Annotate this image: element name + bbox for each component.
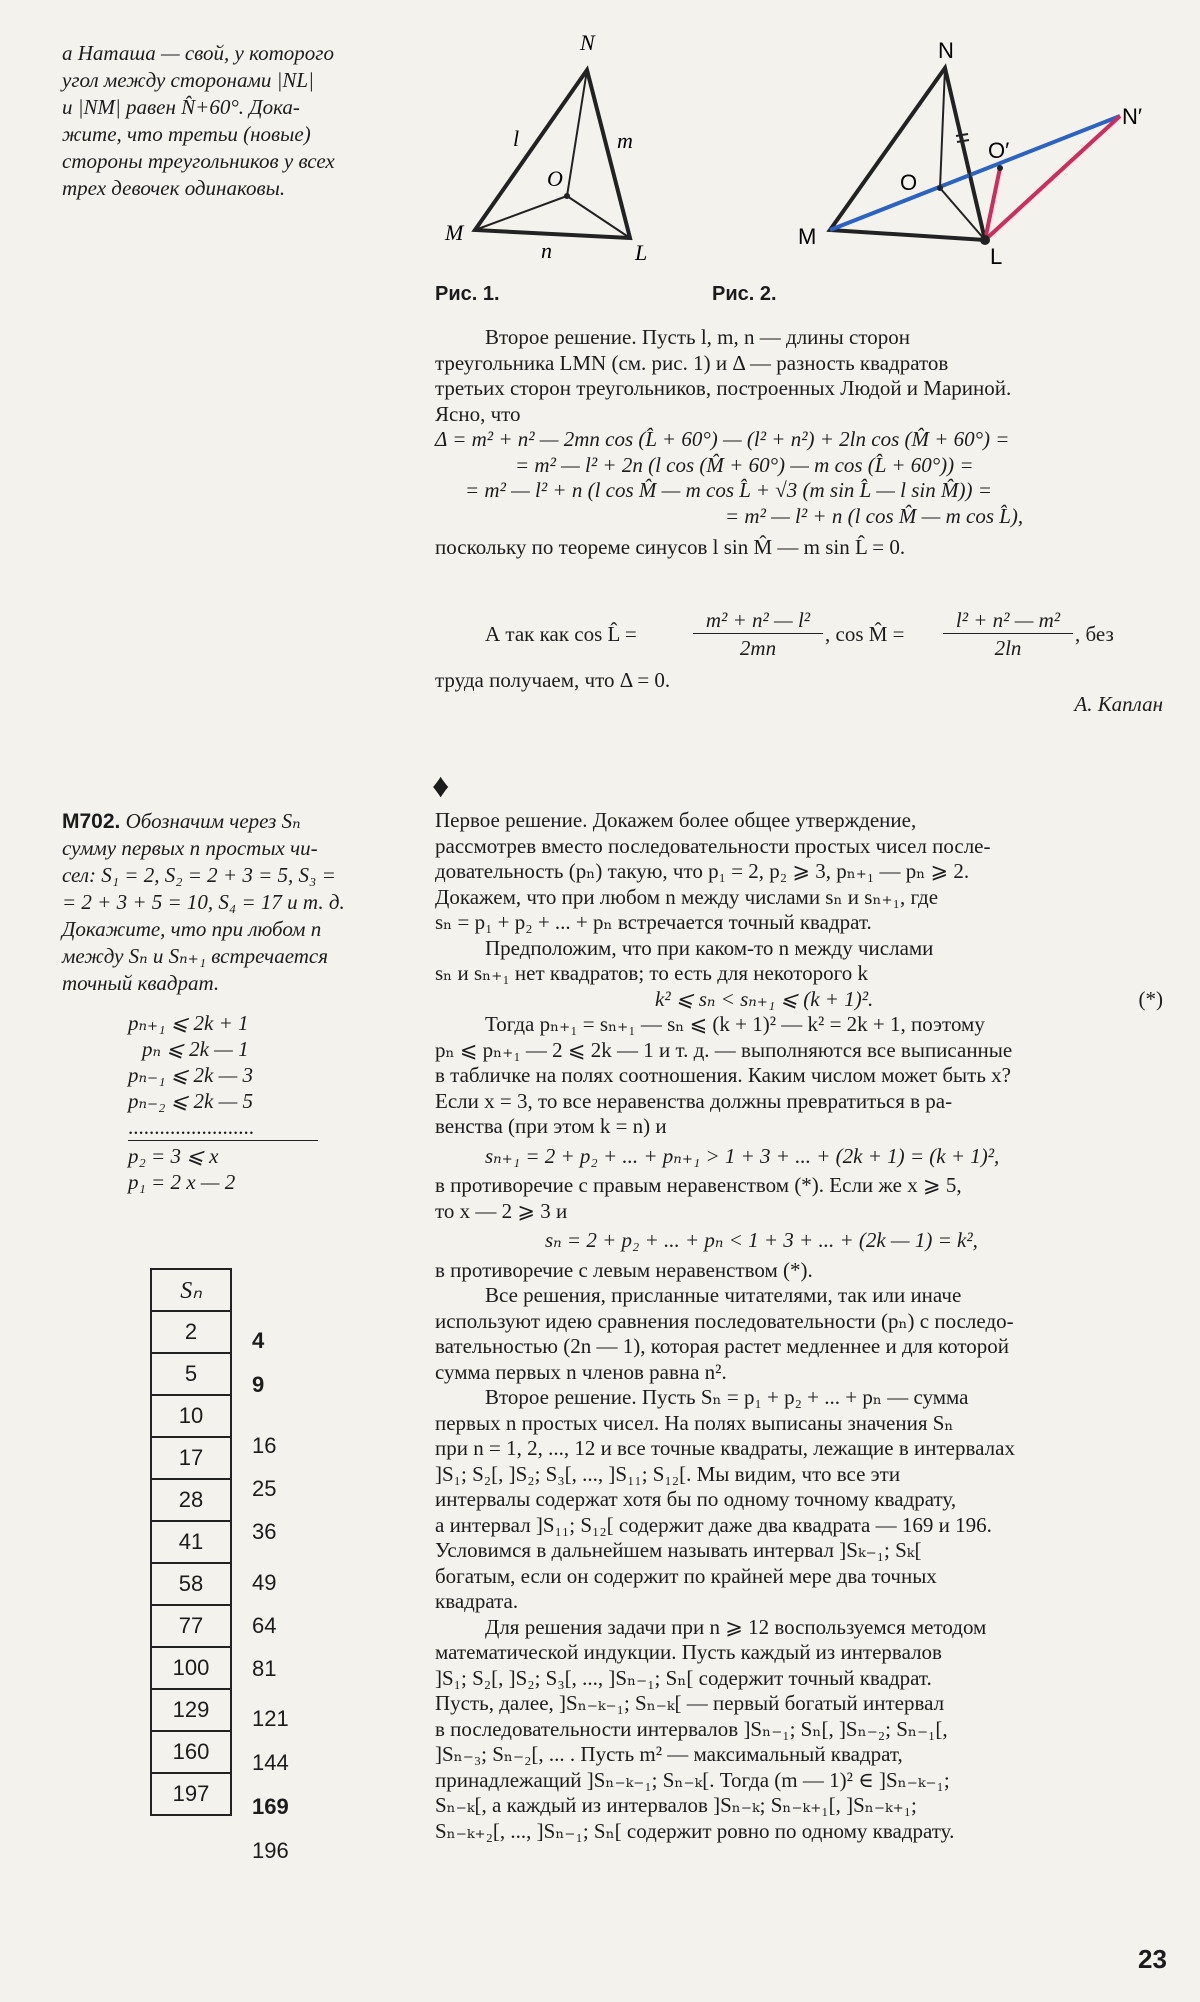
ineq-row: pₙ ⩽ 2k — 1 <box>142 1037 249 1061</box>
text-line: сумма первых n членов равна n². <box>435 1359 727 1384</box>
label-side-n: n <box>541 238 552 263</box>
author: А. Каплан <box>1074 692 1163 716</box>
ineq-row: p₁ = 2 x — 2 <box>128 1170 236 1194</box>
segment-nl <box>945 68 985 240</box>
text-line: третьих сторон треугольников, построенных Людой и Мариной. <box>435 376 1012 400</box>
square-value: 36 <box>252 1519 277 1544</box>
text-line: и |NM| равен N̂+60°. Дока- <box>62 95 300 119</box>
squares-column <box>252 1268 332 1868</box>
text-line: интервалы содержат хотя бы по одному точному квадрату, <box>435 1487 957 1511</box>
figure-1-diagram <box>435 28 665 268</box>
text-line: а интервал ]S₁₁; S₁₂[ содержит даже два квадрата — 169 и 196. <box>435 1512 992 1537</box>
tick-mark <box>957 140 969 142</box>
square-value: 169 <box>252 1794 289 1819</box>
text-line: Все решения, присланные читателями, так или иначе <box>485 1283 962 1307</box>
text-line: Первое решение. Докажем более общее утверждение, <box>435 808 917 832</box>
sn-cell: 100 <box>151 1647 231 1689</box>
text-line: угол между сторонами |NL| <box>62 68 314 92</box>
equation-line: sₙ = 2 + p₂ + ... + pₙ < 1 + 3 + ... + (2k — 1) = k², <box>545 1228 978 1252</box>
equation-line: Δ = m² + n² — 2mn cos (L̂ + 60°) — (l² + n²) + 2ln cos (M̂ + 60°) = <box>435 427 1010 451</box>
figure-2-caption: Рис. 2. <box>712 283 777 305</box>
text-line: используют идею сравнения последовательности (pₙ) с последо- <box>435 1308 1014 1333</box>
text-line: сел: S₁ = 2, S₂ = 2 + 3 = 5, S₃ = <box>62 863 336 887</box>
equation-star-tag: (*) <box>1138 986 1163 1011</box>
text-line: точный квадрат. <box>62 971 220 995</box>
label-m: M <box>798 224 817 249</box>
problem-m702 <box>62 808 402 997</box>
label-n: N <box>580 30 595 55</box>
text-line: рассмотрев вместо последовательности простых чисел после- <box>435 833 991 858</box>
solution-a-conclusion: труда получаем, что Δ = 0. <box>435 668 671 692</box>
square-value: 49 <box>252 1570 277 1595</box>
cosL-denominator: 2mn <box>739 636 777 660</box>
text-line: ]Sₙ₋₃; Sₙ₋₂[, ... . Пусть m² — максимальный квадрат, <box>435 1742 903 1766</box>
sn-cell: 197 <box>151 1773 231 1815</box>
square-value: 25 <box>252 1476 277 1501</box>
text-line: = 2 + 3 + 5 = 10, S₄ = 17 и т. д. <box>62 890 345 914</box>
label-side-m: m <box>617 128 633 153</box>
text-line: сумму первых n простых чи- <box>62 836 318 860</box>
ineq-row: pₙ₋₂ ⩽ 2k — 5 <box>128 1089 253 1113</box>
square-value: 4 <box>252 1328 265 1353</box>
label-l: L <box>635 240 648 265</box>
text-line: то x — 2 ⩾ 3 и <box>435 1198 568 1223</box>
diamond-icon: ♦ <box>432 768 450 805</box>
cos-intro: А так как cos L̂ = <box>485 622 637 646</box>
text-line: треугольника LMN (см. рис. 1) и Δ — разность квадратов <box>435 350 949 375</box>
text-line: богатым, если он содержит по крайней мере два точных <box>435 1563 937 1588</box>
label-l: L <box>990 244 1003 268</box>
text-line: Предположим, что при каком-то n между числами <box>485 935 934 960</box>
text-line: ]S₁; S₂[, ]S₂; S₃[, ..., ]Sₙ₋₁; Sₙ[ содержит точный квадрат. <box>435 1665 932 1690</box>
label-o: O <box>900 170 918 195</box>
text-line: Ясно, что <box>435 401 521 426</box>
sn-table <box>150 1268 232 1816</box>
label-o2: O′ <box>988 138 1010 163</box>
blue-line-mn2 <box>830 116 1120 230</box>
sn-cell: 160 <box>151 1731 231 1773</box>
sn-cell: 17 <box>151 1437 231 1479</box>
text-line: Второе решение. Пусть Sₙ = p₁ + p₂ + ... + pₙ — сумма <box>485 1385 969 1409</box>
text-line: вательностью (2n — 1), которая растет медленнее и для которой <box>435 1334 1010 1358</box>
text-line: поскольку по теореме синусов l sin M̂ — m sin L̂ = 0. <box>435 535 906 559</box>
figure-2 <box>790 28 1170 268</box>
cos-formula-line <box>485 608 1165 668</box>
sn-cell: 5 <box>151 1353 231 1395</box>
equation-star-body: k² ⩽ sₙ < sₙ₊₁ ⩽ (k + 1)². <box>655 986 874 1011</box>
text-line: Если x = 3, то все неравенства должны превратиться в ра- <box>435 1088 953 1113</box>
equation-line: = m² — l² + n (l cos M̂ — m cos L̂), <box>725 503 1024 528</box>
problem-title: М702. <box>62 810 121 833</box>
segment-no <box>567 70 587 196</box>
equation-star <box>435 987 1163 1013</box>
point-o <box>937 185 943 191</box>
label-n2: N′ <box>1122 104 1143 129</box>
text-line: sₙ и sₙ₊₁ нет квадратов; то есть для некоторого k <box>435 961 868 985</box>
point-l <box>980 235 990 245</box>
text-line: Докажите, что при любом n <box>62 917 322 941</box>
text-line: в табличке на полях соотношения. Каким числом может быть x? <box>435 1063 1011 1087</box>
text-line: между Sₙ и Sₙ₊₁ встречается <box>62 944 328 968</box>
sn-cell: 129 <box>151 1689 231 1731</box>
ineq-row: p₂ = 3 ⩽ x <box>128 1140 318 1169</box>
figure-1-caption: Рис. 1. <box>435 283 500 305</box>
text-line: принадлежащий ]Sₙ₋ₖ₋₁; Sₙ₋ₖ[. Тогда (m — 1)² ∈ ]Sₙ₋ₖ₋₁; <box>435 1767 950 1792</box>
red-segment-ln2 <box>985 116 1120 240</box>
triangle-lmn <box>475 70 630 238</box>
solution-b <box>435 808 1163 1844</box>
sn-cell: 10 <box>151 1395 231 1437</box>
text-line: Sₙ₋ₖ[, а каждый из интервалов ]Sₙ₋ₖ; Sₙ₋ₖ₊₁[, ]Sₙ₋ₖ₊₁; <box>435 1793 917 1817</box>
text-line: Докажем, что при любом n между числами sₙ и sₙ₊₁, где <box>435 884 939 909</box>
point-o <box>564 193 570 199</box>
text-line: pₙ ⩽ pₙ₊₁ — 2 ⩽ 2k — 1 и т. д. — выполняются все выписанные <box>435 1037 1013 1062</box>
square-value: 9 <box>252 1372 265 1397</box>
square-value: 64 <box>252 1613 277 1638</box>
ineq-row: pₙ₋₁ ⩽ 2k — 3 <box>128 1063 253 1087</box>
text-line: Для решения задачи при n ⩾ 12 воспользуемся методом <box>485 1614 987 1639</box>
text-line: а Наташа — свой, у которого <box>62 41 334 65</box>
sn-cell: 41 <box>151 1521 231 1563</box>
ineq-dots: ........................ <box>128 1115 254 1139</box>
page-number: 23 <box>1138 1944 1167 1974</box>
sn-cell: 58 <box>151 1563 231 1605</box>
tick-mark <box>956 134 968 136</box>
text-line: квадрата. <box>435 1589 519 1613</box>
label-m: M <box>445 220 464 245</box>
text-line: Обозначим через Sₙ <box>125 809 301 833</box>
label-o: O <box>547 166 563 191</box>
segment-on <box>940 68 945 188</box>
equation-line: = m² — l² + 2n (l cos (M̂ + 60°) — m cos (L̂ + 60°)) = <box>515 452 974 477</box>
text-line: первых n простых чисел. На полях выписаны значения Sₙ <box>435 1410 954 1435</box>
text-line: Тогда pₙ₊₁ = sₙ₊₁ — sₙ ⩽ (k + 1)² — k² = 2k + 1, поэтому <box>485 1012 985 1036</box>
label-side-l: l <box>513 126 520 151</box>
sn-cell: 2 <box>151 1311 231 1353</box>
text-line: жите, что третьи (новые) <box>62 122 311 146</box>
ineq-row: pₙ₊₁ ⩽ 2k + 1 <box>128 1011 249 1035</box>
text-line: довательность (pₙ) такую, что p₁ = 2, p₂ ⩾ 3, pₙ₊₁ — pₙ ⩾ 2. <box>435 859 970 883</box>
square-value: 121 <box>252 1706 289 1731</box>
text-line: Второе решение. Пусть l, m, n — длины сторон <box>485 325 910 349</box>
inequality-table <box>128 1010 318 1195</box>
sn-header: Sₙ <box>151 1269 231 1311</box>
cosM-lhs: , cos M̂ = <box>825 622 905 646</box>
text-line: при n = 1, 2, ..., 12 и все точные квадраты, лежащие в интервалах <box>435 1436 1015 1460</box>
text-line: sₙ = p₁ + p₂ + ... + pₙ встречается точный квадрат. <box>435 910 872 934</box>
point-o2 <box>997 165 1003 171</box>
text-line: Условимся в дальнейшем называть интервал ]Sₖ₋₁; Sₖ[ <box>435 1538 922 1562</box>
square-value: 81 <box>252 1656 277 1681</box>
text-line: Пусть, далее, ]Sₙ₋ₖ₋₁; Sₙ₋ₖ[ — первый богатый интервал <box>435 1691 945 1715</box>
text-line: в противоречие с правым неравенством (*). Если же x ⩾ 5, <box>435 1173 962 1197</box>
label-n: N <box>938 38 954 63</box>
square-value: 144 <box>252 1750 289 1775</box>
text-line: трех девочек одинаковы. <box>62 176 286 200</box>
cosL-numerator: m² + n² — l² <box>693 608 823 634</box>
solution-a <box>435 325 1163 561</box>
square-value: 16 <box>252 1433 277 1458</box>
sn-cell: 28 <box>151 1479 231 1521</box>
text-line: в последовательности интервалов ]Sₙ₋₁; Sₙ[, ]Sₙ₋₂; Sₙ₋₁[, <box>435 1716 948 1741</box>
equation-line: sₙ₊₁ = 2 + p₂ + ... + pₙ₊₁ > 1 + 3 + ... + (2k + 1) = (k + 1)², <box>485 1143 1000 1168</box>
square-value: 196 <box>252 1838 289 1863</box>
text-line: в противоречие с левым неравенством (*). <box>435 1257 813 1282</box>
text-line: Sₙ₋ₖ₊₂[, ..., ]Sₙ₋₁; Sₙ[ содержит ровно по одному квадрату. <box>435 1818 955 1843</box>
text-line: математической индукции. Пусть каждый из интервалов <box>435 1640 942 1664</box>
cos-tail: , без <box>1075 622 1114 646</box>
figure-2-diagram <box>790 28 1170 268</box>
text-line: венства (при этом k = n) и <box>435 1114 667 1138</box>
text-line: стороны треугольников у всех <box>62 149 335 173</box>
text-line: ]S₁; S₂[, ]S₂; S₃[, ..., ]S₁₁; S₁₂[. Мы видим, что все эти <box>435 1461 901 1486</box>
cosM-numerator: l² + n² — m² <box>943 608 1073 634</box>
sidebar-problem-text <box>62 40 392 202</box>
figure-1 <box>435 28 665 268</box>
equation-line: = m² — l² + n (l cos M̂ — m cos L̂ + √3 (m sin L̂ — l sin M̂)) = <box>465 478 992 502</box>
sn-cell: 77 <box>151 1605 231 1647</box>
cosM-denominator: 2ln <box>994 636 1022 660</box>
